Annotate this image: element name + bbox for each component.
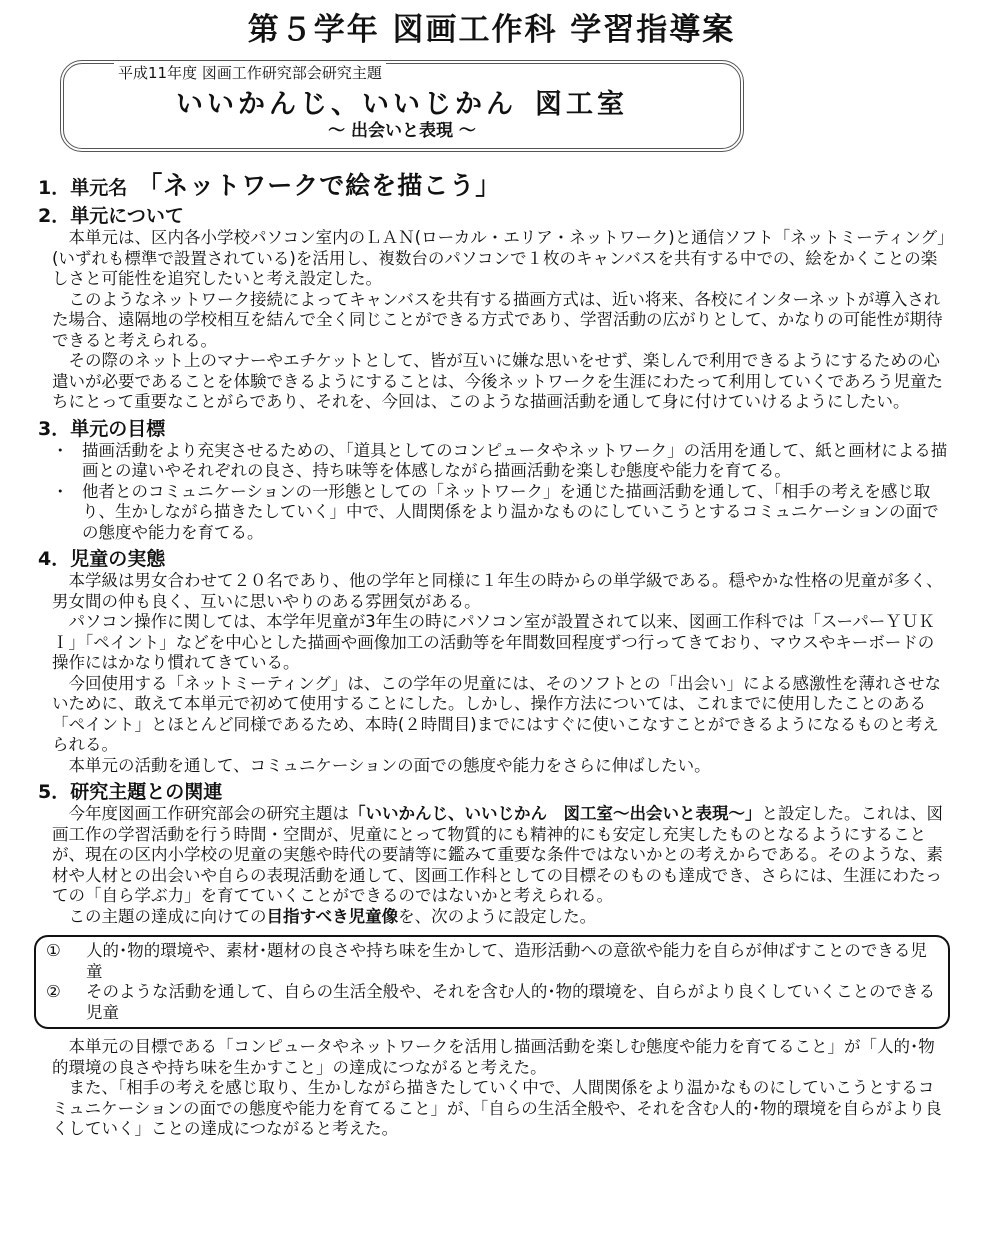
theme-emphasis: 「いいかんじ、いいじかん 図工室～出会いと表現～」 — [349, 804, 762, 823]
bullet-dot: ・ — [52, 440, 69, 460]
text-run: この主題の達成に向けての — [68, 906, 267, 926]
section-heading: 5．研究主題との関連 — [38, 781, 223, 803]
ideal-student-emphasis: 目指すべき児童像 — [266, 906, 399, 926]
section-unit-name — [38, 171, 950, 200]
section-heading: 4．児童の実態 — [38, 548, 166, 570]
goal-bullet — [38, 441, 950, 482]
banner-main-text: いいかんじ、いいじかん — [176, 89, 517, 120]
banner-subtitle: 平成11年度 図画工作研究部会研究主題 — [114, 62, 386, 83]
section-research-theme — [38, 780, 950, 1140]
paragraph: 本単元の活動を通して、コミュニケーションの面での態度や能力をさらに伸ばしたい。 — [68, 755, 711, 775]
page-title: 第５学年 図画工作科 学習指導案 — [247, 12, 736, 48]
theme-banner — [60, 60, 744, 152]
paragraph: 本学級は男女合わせて２０名であり、他の学年と同様に１年生の時からの単学級である。穏やかな性格の児童が多く、男女間の仲も良く、互いに思いやりのある雰囲気がある。 — [52, 571, 943, 611]
text-run: を、次のように設定した。 — [398, 906, 597, 926]
paragraph — [38, 907, 950, 928]
ideal-student-item — [46, 982, 938, 1023]
ideal-student-box — [34, 935, 950, 1029]
section-students — [38, 547, 950, 776]
ideal-student-item — [46, 941, 938, 982]
section-unit-goals — [38, 417, 950, 544]
paragraph: 今回使用する「ネットミーティング」は、この学年の児童には、そのソフトとの「出会い」による感激性を薄れさせないために、敢えて本単元で初めて使用することにした。しかし、操作方法については、これまでに使用したことのある「ペイント」とほとんど同様であるため、本時(２時間目)までにはすぐに使いこなすことができるようになるものと考えられる。 — [52, 673, 942, 754]
section-about-unit — [38, 204, 950, 413]
item-number: ① — [46, 941, 61, 960]
text-run: と設定した。これは、図画工作の学習活動を行う時間・空間が、児童にとって物質的にも精神的にも安定し充実したものとなるようにすることが、現在の区内小学校の児童の実態や時代の要請等に鑑みて重要な条件ではないかとの考えからである。そのような、素材や人材との出会いや自らの表現活動を通して、図画工作科としての目標そのものも達成でき、さらには、生涯にわたっての「自ら学ぶ力」を育てていくことができるのではないかと考えられる。 — [52, 804, 943, 905]
paragraph: 本単元の目標である「コンピュータやネットワークを活用し描画活動を楽しむ態度や能力を育てること」が「人的･物的環境の良さや持ち味を生かすこと」の達成につながると考えた。 — [52, 1037, 935, 1077]
paragraph: その際のネット上のマナーやエチケットとして、皆が互いに嫌な思いをせず、楽しんで利用できるようにするための心遣いが必要であることを体験できるようにすることは、今後ネットワークを生涯にわたって利用していくであろう児童たちにとって重要なことがらであり、それを、今回は、このような描画活動を通して身に付けていけるようにしたい。 — [52, 351, 943, 411]
banner-room: 図工室 — [535, 89, 628, 120]
section-heading: 3．単元の目標 — [38, 417, 166, 440]
goal-bullet — [38, 482, 950, 544]
item-number: ② — [46, 982, 61, 1001]
item-text: そのような活動を通して、自らの生活全般や、それを含む人的･物的環境を、自らがより良くしていくことのできる児童 — [86, 982, 936, 1022]
bullet-dot: ・ — [52, 481, 69, 501]
bullet-text: 他者とのコミュニケーションの一形態としての「ネットワーク」を通じた描画活動を通して、「相手の考えを感じ取り、生かしながら描きたしていく」中で、人間関係をより温かなものにしていこうとするコミュニケーションの面での態度や能力を育てる。 — [82, 481, 939, 542]
section-heading — [38, 171, 950, 200]
text-run: 今年度図画工作研究部会の研究主題は — [68, 804, 349, 823]
paragraph: パソコン操作に関しては、本学年児童が3年生の時にパソコン室が設置されて以来、図画工作科では「スーパーＹＵＫＩ」「ペイント」などを中心とした描画や画像加工の活動等を年間数回程度ずつ行ってきており、マウスやキーボードの操作にはかなり慣れてきている。 — [52, 612, 935, 672]
paragraph: このようなネットワーク接続によってキャンバスを共有する描画方式は、近い将来、各校にインターネットが導入された場合、遠隔地の学校相互を結んで全く同じことができる方式であり、学習活動の広がりとして、かなりの可能性が期待できると考えられる。 — [52, 289, 943, 350]
section-heading: 2．単元について — [38, 205, 184, 227]
bullet-text: 描画活動をより充実させるための、「道具としてのコンピュータやネットワーク」の活用を通して、紙と画材による描画との違いやそれぞれの良さ、持ち味等を体感しながら描画活動を楽しむ態度や能力を育てる。 — [82, 440, 948, 480]
paragraph: 本単元は、区内各小学校パソコン室内のＬＡＮ(ローカル・エリア・ネットワーク)と通信ソフト「ネットミーティング」(いずれも標準で設置されている)を活用し、複数台のパソコンで１枚のキャンバスを共有する中での、絵をかくことの楽しさと可能性を追究したいと考え設定した。 — [52, 228, 946, 288]
document-body — [38, 171, 950, 1144]
paragraph — [38, 804, 950, 907]
paragraph: また、「相手の考えを感じ取り、生かしながら描きたしていく中で、人間関係をより温かなものにしていこうとするコミュニケーションの面での態度や能力を育てること」が、「自らの生活全般や、それを含む人的･物的環境を自らがより良くしていく」ことの達成につながると考えた。 — [52, 1078, 942, 1138]
heading-text: 1．単元名 — [38, 177, 128, 199]
item-text: 人的･物的環境や、素材･題材の良さや持ち味を生かして、造形活動への意欲や能力を自らが伸ばすことのできる児童 — [86, 941, 927, 981]
unit-name: 「ネットワークで絵を描こう」 — [137, 171, 502, 200]
banner-tagline: ～ 出会いと表現 ～ — [328, 121, 476, 141]
